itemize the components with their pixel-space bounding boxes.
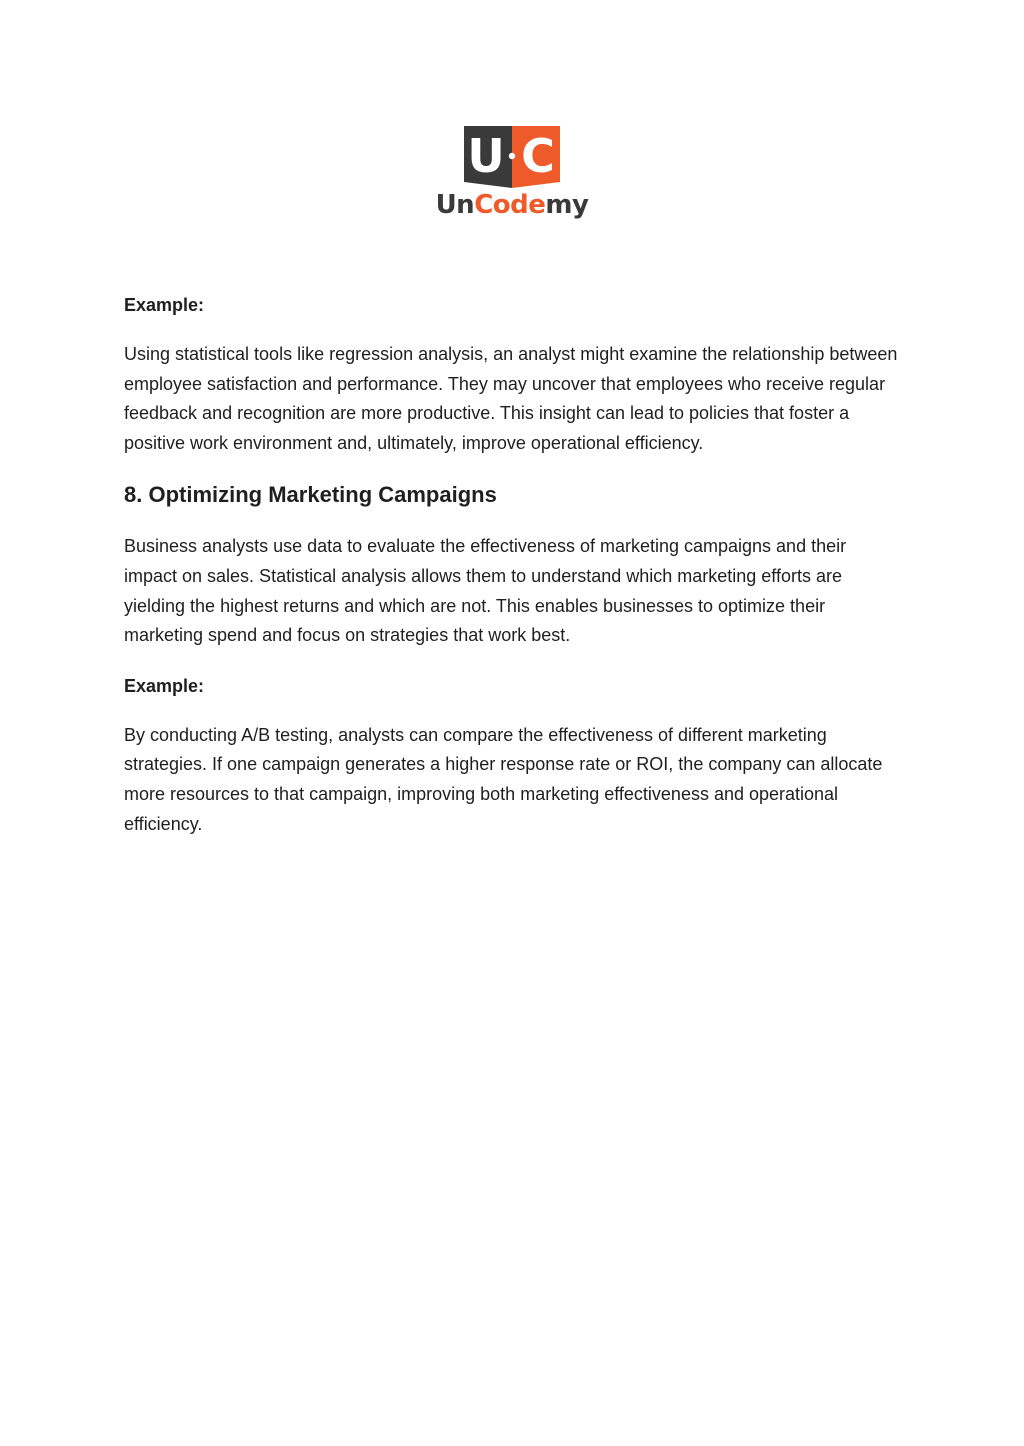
document-content bbox=[124, 290, 904, 859]
section-heading: 8. Optimizing Marketing Campaigns bbox=[124, 482, 497, 508]
uc-logo-mark-icon bbox=[464, 124, 560, 188]
logo-mark-c: C bbox=[521, 129, 555, 183]
uncodemy-logo bbox=[434, 124, 590, 226]
logo-word-part-my: my bbox=[545, 190, 589, 220]
logo-mark-u: U bbox=[467, 129, 505, 183]
logo-wordmark bbox=[434, 188, 590, 222]
example-label-1: Example: bbox=[124, 295, 205, 315]
example-paragraph-2: By conducting A/B testing, analysts can compare the effectiveness of different marketing strategies. If one campaign generates a higher response rate or ROI, the company can allocate more resources to that campaign, improving both marketing effectiveness and operational efficiency. bbox=[124, 724, 883, 834]
example-label-2: Example: bbox=[124, 675, 205, 696]
section-paragraph: Business analysts use data to evaluate the effectiveness of marketing campaigns and their impact on sales. Statistical analysis allows them to understand which marketing efforts are yielding the highest returns and which are not. This enables businesses to optimize their marketing spend and focus on strategies that work best. bbox=[124, 536, 847, 646]
logo-word-part-un: Un bbox=[435, 190, 475, 220]
logo-word-part-code: Code bbox=[474, 190, 546, 220]
example-paragraph-1: Using statistical tools like regression analysis, an analyst might examine the relationship between employee satisfaction and performance. They may uncover that employees who receive regular feedback and recognition are more productive. This insight can lead to policies that foster a positive work environment and, ultimately, improve operational efficiency. bbox=[124, 344, 898, 453]
